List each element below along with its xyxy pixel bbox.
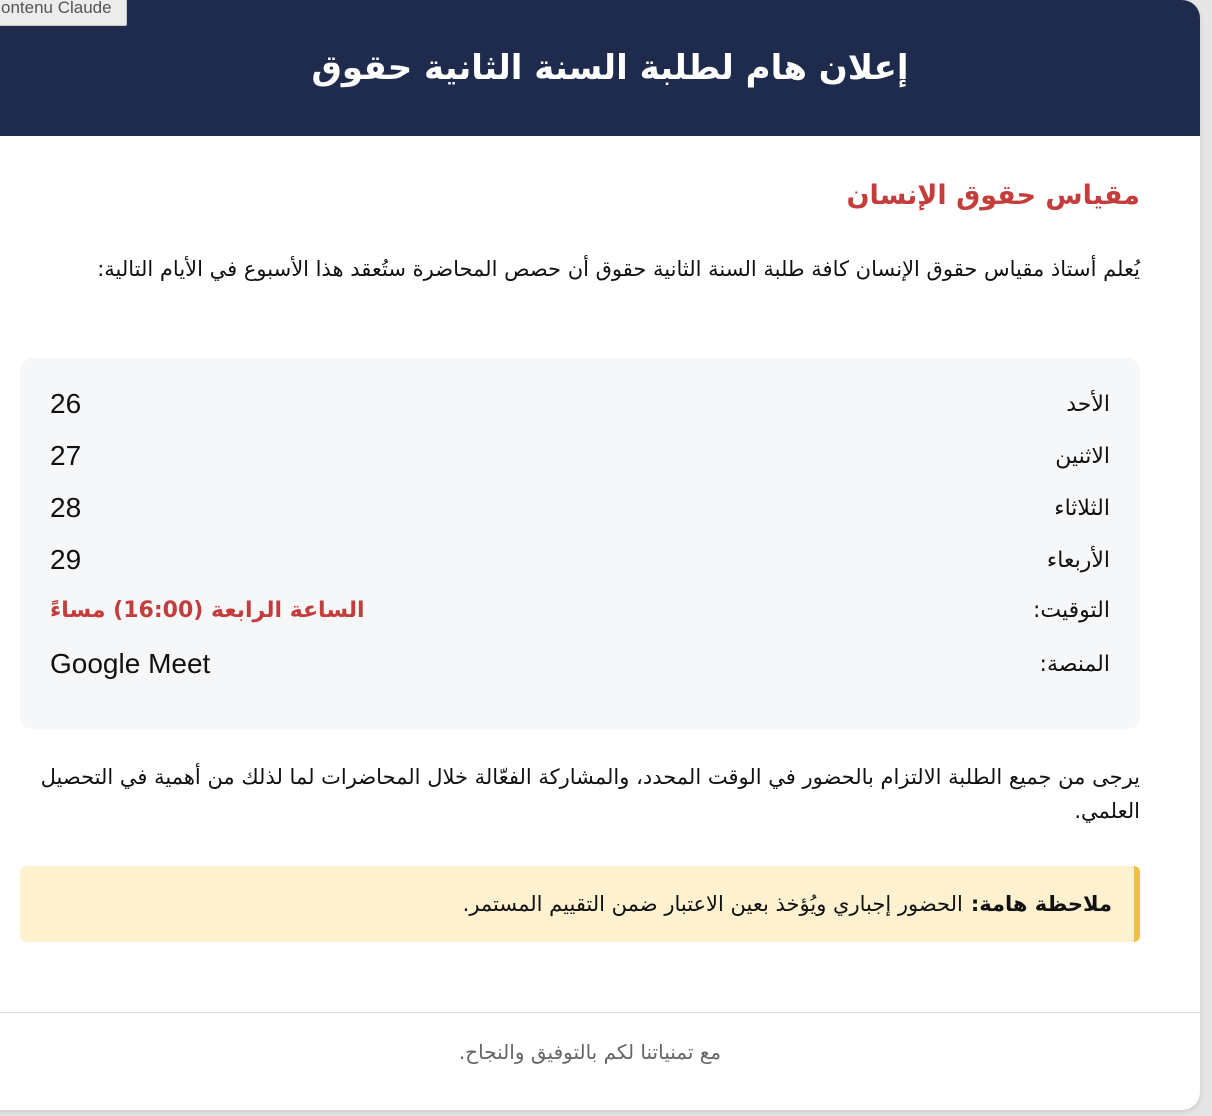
schedule-time-value: الساعة الرابعة (16:00) مساءً <box>50 597 365 623</box>
schedule-value: 27 <box>50 440 82 471</box>
footer-divider <box>0 1012 1200 1013</box>
schedule-value: 26 <box>50 388 82 419</box>
note-text: الحضور إجباري ويُؤخذ بعين الاعتبار ضمن التقييم المستمر. <box>462 892 963 916</box>
schedule-box <box>20 358 1140 729</box>
schedule-platform-value: Google Meet <box>50 648 211 679</box>
schedule-label: الاثنين <box>1055 443 1110 469</box>
schedule-value: 29 <box>50 544 82 575</box>
important-note <box>20 866 1140 942</box>
footer-text: مع تمنياتنا لكم بالتوفيق والنجاح. <box>458 1040 722 1064</box>
notice-paragraph: يرجى من جميع الطلبة الالتزام بالحضور في الوقت المحدد، والمشاركة الفعّالة خلال المحاضرات لما لذلك من أهمية في التحصيل العلمي. <box>40 765 1140 823</box>
schedule-label: الثلاثاء <box>1054 495 1110 521</box>
schedule-value: 28 <box>50 492 82 523</box>
schedule-label: التوقيت: <box>1033 597 1110 623</box>
schedule-row <box>50 384 1110 424</box>
header-banner <box>0 0 1200 136</box>
tooltip: ontenu Claude <box>0 0 127 26</box>
page-title: إعلان هام لطلبة السنة الثانية حقوق <box>311 48 909 88</box>
subject-title: مقياس حقوق الإنسان <box>846 180 1140 211</box>
schedule-label: الأحد <box>1066 391 1110 417</box>
schedule-row <box>50 590 1110 630</box>
schedule-label: الأربعاء <box>1046 547 1110 573</box>
schedule-row <box>50 644 1110 684</box>
schedule-row <box>50 436 1110 476</box>
schedule-label: المنصة: <box>1039 651 1110 677</box>
schedule-row <box>50 540 1110 580</box>
intro-paragraph: يُعلم أستاذ مقياس حقوق الإنسان كافة طلبة السنة الثانية حقوق أن حصص المحاضرة ستُعقد هذا الأسبوع في الأيام التالية: <box>97 257 1140 281</box>
schedule-row <box>50 488 1110 528</box>
note-label: ملاحظة هامة: <box>970 892 1112 916</box>
